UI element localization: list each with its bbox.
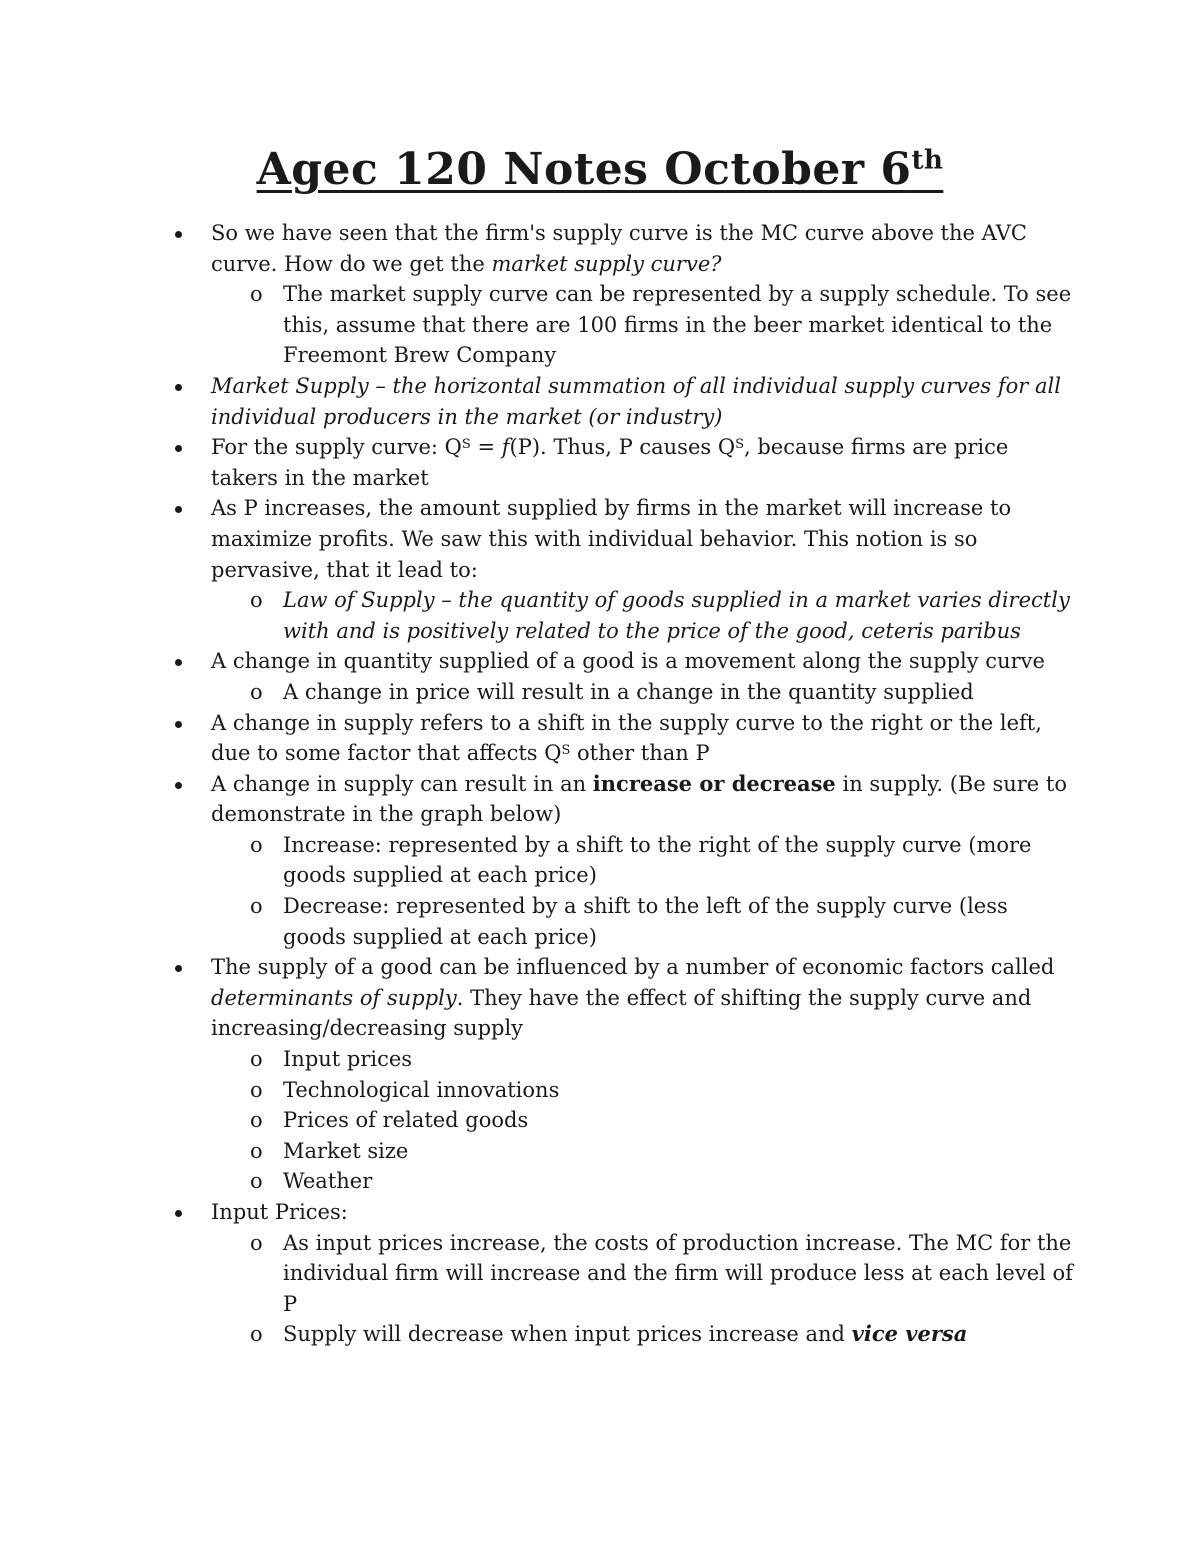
bullet-icon (175, 965, 182, 972)
circle-bullet-icon: o (250, 1322, 263, 1347)
bullet-text: in supply. (Be sure to demonstrate in the graph below) (211, 771, 1067, 827)
bullet-text: A change in quantity supplied of a good is a movement along the supply curve (211, 649, 1045, 674)
title-superscript: th (911, 145, 944, 176)
circle-bullet-icon: o (250, 679, 263, 704)
superscript: S (461, 437, 471, 453)
notes-list (0, 218, 1200, 1350)
bullet-icon (175, 659, 182, 666)
bullet-text: Input Prices: (211, 1200, 348, 1224)
sub-bullet-item (250, 1166, 1073, 1197)
bullet-text-italic: f (501, 435, 510, 460)
bullet-item (211, 493, 1071, 585)
sub-bullet-text: Increase: represented by a shift to the right of the supply curve (more goods supplied at each price) (283, 832, 1032, 888)
circle-bullet-icon: o (250, 1230, 263, 1255)
bullet-text-italic: determinants of supply (211, 985, 457, 1010)
bullet-text: . They have the effect of shifting the supply curve and increasing/decreasing supply (211, 985, 1032, 1041)
bullet-item (211, 769, 1071, 830)
bullet-item (211, 646, 1071, 677)
page-title (0, 140, 1200, 200)
sub-bullet-item (250, 1075, 1073, 1106)
sub-bullet-item (250, 1319, 1073, 1350)
sub-bullet-item (250, 1136, 1073, 1167)
bullet-text-bold: increase or decrease (592, 770, 836, 796)
bullet-icon (175, 231, 182, 238)
sub-bullet-text: Decrease: represented by a shift to the left of the supply curve (less goods supplied at each price) (283, 894, 1008, 949)
sub-bullet-item (250, 585, 1073, 646)
sub-bullet-item (250, 1044, 1073, 1075)
bullet-icon (175, 384, 182, 391)
sub-bullet-text: A change in price will result in a change in the quantity supplied (283, 679, 974, 704)
superscript: S (735, 437, 744, 453)
circle-bullet-icon: o (250, 1138, 263, 1163)
circle-bullet-icon: o (250, 894, 263, 919)
bullet-text: A change in supply refers to a shift in the supply curve to the right or the left, due to some factor that affects Q (211, 710, 1042, 766)
sub-bullet-item (250, 891, 1073, 952)
bullet-icon (175, 445, 182, 452)
circle-bullet-icon: o (250, 1169, 263, 1194)
bullet-text: , because firms are price takers in the market (211, 435, 1009, 490)
circle-bullet-icon: o (250, 1108, 263, 1133)
bullet-text: (P). Thus, P causes Q (509, 435, 736, 460)
sub-bullet-item (250, 279, 1073, 371)
sub-bullet-item (250, 677, 1073, 708)
bullet-text: = (470, 435, 502, 460)
circle-bullet-icon: o (250, 588, 263, 613)
bullet-item (211, 708, 1071, 769)
sub-bullet-text: Weather (283, 1169, 373, 1194)
bullet-text: A change in supply can result in an (211, 771, 593, 796)
bullet-text-italic: market supply curve? (491, 251, 722, 276)
bullet-text: So we have seen that the firm's supply curve is the MC curve above the AVC curve. How do we get the (211, 221, 1027, 276)
sub-bullet-text: As input prices increase, the costs of production increase. The MC for the individual firm will increase and the firm will produce less at each level of P (283, 1230, 1073, 1316)
bullet-item (211, 432, 1071, 493)
bullet-icon (175, 782, 182, 789)
title-text: Agec 120 Notes October 6 (256, 144, 912, 195)
sub-bullet-item (250, 830, 1073, 891)
sub-bullet-text: Supply will decrease when input prices increase and (283, 1322, 852, 1347)
bullet-item (211, 218, 1071, 279)
sub-bullet-text-bold-italic: vice versa (851, 1321, 968, 1347)
bullet-text-italic: Market Supply – the horizontal summation of all individual supply curves for all individual producers in the market (or industry) (211, 373, 1061, 429)
bullet-icon (175, 721, 182, 728)
sub-bullet-text: Technological innovations (283, 1077, 560, 1102)
circle-bullet-icon: o (250, 282, 263, 307)
bullet-item (211, 371, 1071, 432)
sub-bullet-item (250, 1105, 1073, 1136)
sub-bullet-text: Market size (283, 1138, 409, 1163)
sub-bullet-text: Input prices (283, 1047, 413, 1072)
bullet-item (211, 952, 1071, 1044)
sub-bullet-text: The market supply curve can be represented by a supply schedule. To see this, assume that there are 100 firms in the beer market identical to the Freemont Brew Company (283, 282, 1072, 368)
circle-bullet-icon: o (250, 1077, 263, 1102)
bullet-text: The supply of a good can be influenced by a number of economic factors called (211, 955, 1055, 980)
sub-bullet-text: Prices of related goods (283, 1108, 529, 1133)
circle-bullet-icon: o (250, 832, 263, 857)
sub-bullet-text-italic: Law of Supply – the quantity of goods supplied in a market varies directly with and is positively related to the price of the good, ceteris paribus (283, 588, 1070, 643)
circle-bullet-icon: o (250, 1047, 263, 1072)
bullet-text: For the supply curve: Q (211, 435, 462, 460)
bullet-icon (175, 506, 182, 513)
bullet-icon (175, 1210, 182, 1217)
bullet-text: other than P (570, 741, 710, 766)
superscript: S (561, 743, 571, 759)
sub-bullet-item (250, 1228, 1073, 1320)
bullet-item (211, 1197, 1071, 1228)
bullet-text: As P increases, the amount supplied by firms in the market will increase to maximize profits. We saw this with individual behavior. This notion is so pervasive, that it lead to: (211, 496, 1012, 582)
